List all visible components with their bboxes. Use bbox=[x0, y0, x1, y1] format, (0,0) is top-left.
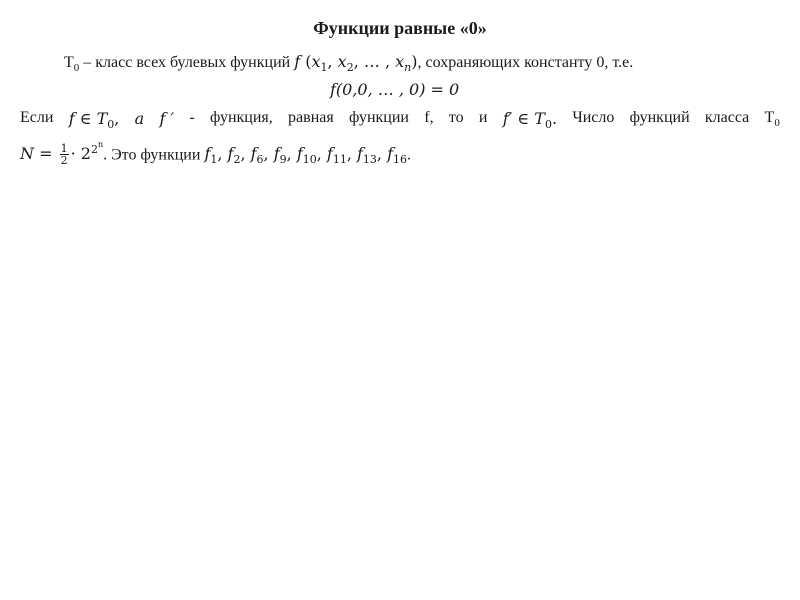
function-item: $f_1$ bbox=[204, 144, 218, 167]
function-item: $f_2$ bbox=[227, 144, 241, 167]
t-subscript: 0 bbox=[73, 62, 80, 75]
definition-text: – класс всех булевых функций bbox=[79, 54, 295, 71]
functions-text: . Это функции bbox=[103, 146, 205, 164]
t-symbol: T bbox=[64, 54, 74, 71]
definition-tail: , сохраняющих константу 0, т.е. bbox=[417, 54, 634, 71]
function-item: $f_6$ bbox=[250, 144, 264, 167]
function-item: $f_9$ bbox=[273, 144, 287, 167]
definition-line bbox=[64, 52, 633, 74]
slide-title: Функции равные «0» bbox=[313, 18, 487, 38]
function-item: $f_{16}$ bbox=[387, 144, 408, 167]
statement-line: Если f ∈ $T_0$, a f ′ - функция, равная функции f, то и f′ ∈ $T_0$. Число функций класса $T_0$ bbox=[20, 109, 780, 132]
function-signature: f ($x_1$, $x_2$, … , $x_n$) bbox=[294, 52, 418, 75]
function-item: $f_{10}$ bbox=[296, 144, 317, 167]
function-item: $f_{13}$ bbox=[357, 144, 377, 167]
function-item: $f_{11}$ bbox=[326, 144, 347, 167]
count-formula: N = $\frac{1}{2}$ · $2^{2^n}$ bbox=[20, 140, 104, 168]
condition-formula: f(0,0, … , 0) = 0 bbox=[330, 80, 460, 99]
function-list: $f_1$, $f_2$, $f_6$, $f_9$, $f_{10}$, $f_{11}$, $f_{13}$, $f_{16}$ bbox=[204, 144, 408, 167]
count-line: N = $\frac{1}{2}$ · $2^{2^n}$. Это функции $f_1$, $f_2$, $f_6$, $f_9$, $f_{10}$, $f_{11}$, $f_{13}$, $f_{16}$. bbox=[20, 140, 412, 168]
